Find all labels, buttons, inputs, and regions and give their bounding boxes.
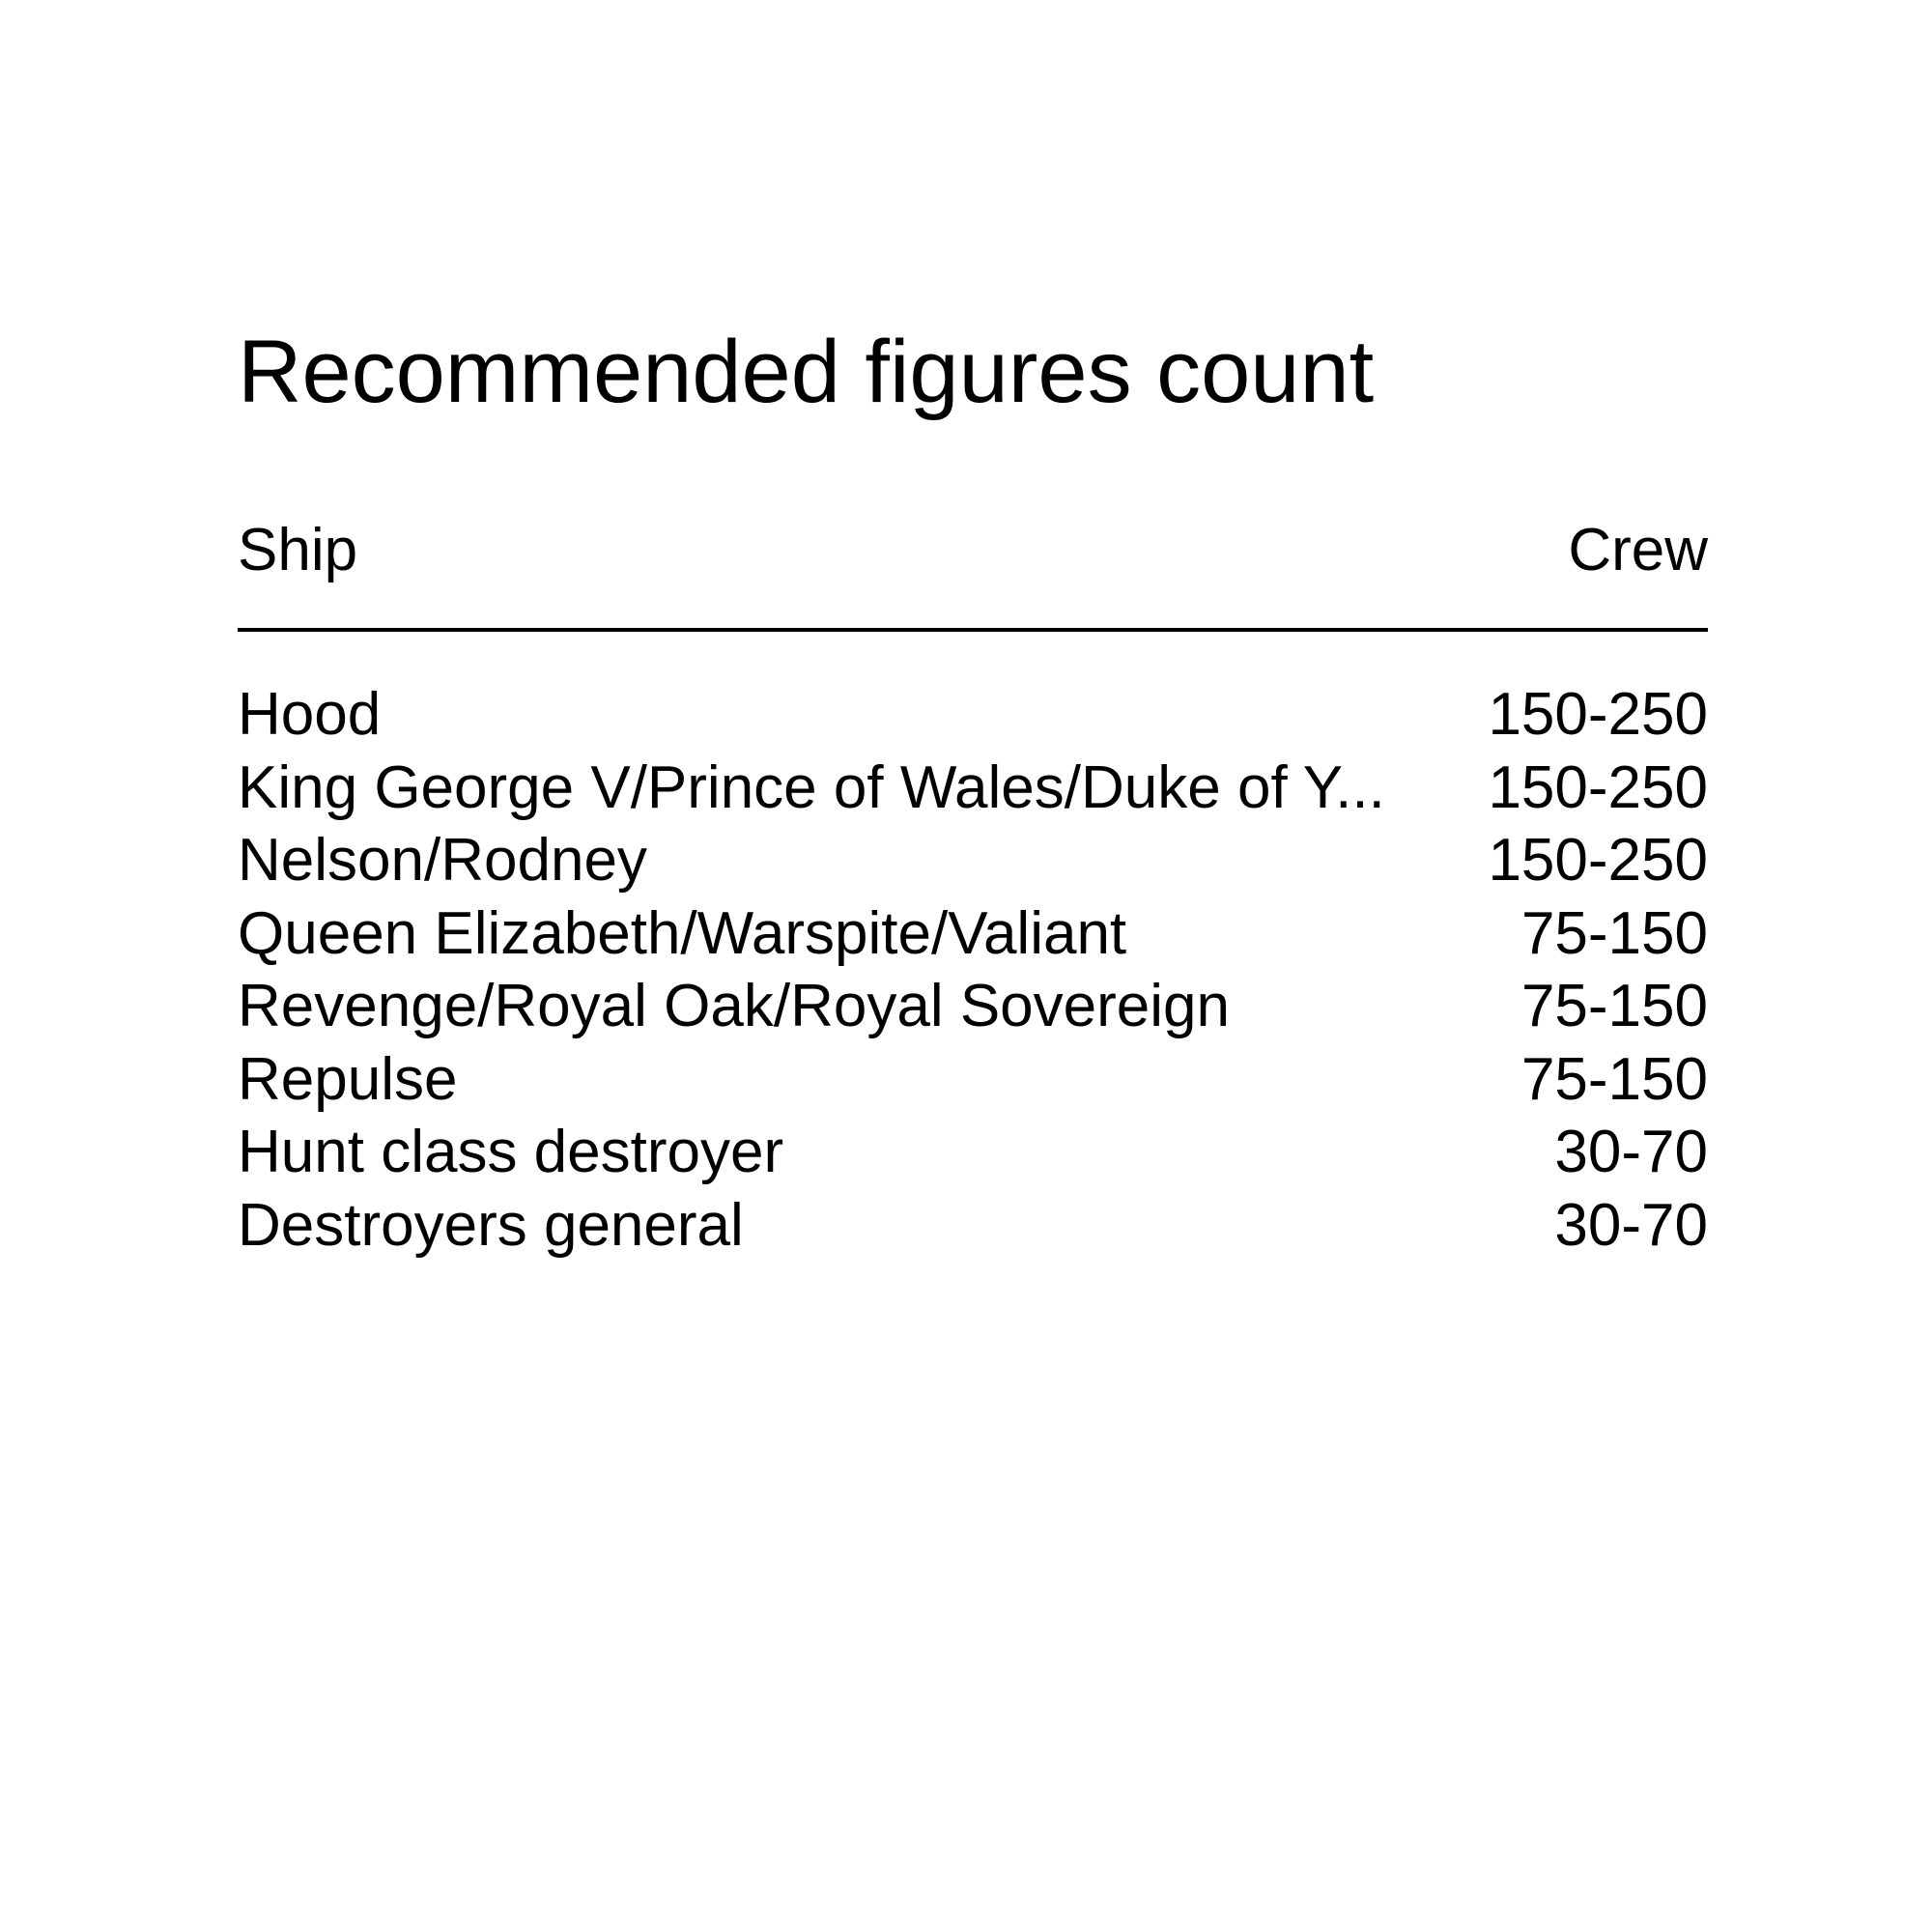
page-title: Recommended figures count [238,323,1375,421]
ship-name: Hunt class destroyer [238,1119,784,1185]
crew-count: 75-150 [1520,1045,1708,1113]
ship-name: Hood [238,681,382,748]
table-row [238,1043,1708,1117]
table-row [238,824,1708,897]
crew-count: 150-250 [1488,753,1708,821]
table-header [238,512,1708,589]
table-row [238,752,1708,825]
crew-count: 150-250 [1488,681,1708,748]
crew-table [238,512,1708,1262]
ship-name: Nelson/Rodney [238,827,647,894]
table-row [238,1116,1708,1189]
table-row [238,897,1708,971]
ship-name: Queen Elizabeth/Warspite/Valiant [238,899,1127,967]
crew-count: 150-250 [1488,827,1708,894]
crew-count: 75-150 [1520,973,1708,1039]
table-row [238,970,1708,1043]
header-divider [238,628,1708,632]
ship-name: Revenge/Royal Oak/Royal Sovereign [238,973,1230,1039]
table-body [238,678,1708,1262]
table-row [238,1189,1708,1263]
crew-count: 30-70 [1554,1119,1708,1185]
crew-count: 30-70 [1554,1191,1708,1259]
ship-name: Destroyers general [238,1191,744,1259]
header-ship: Ship [238,517,358,583]
ship-name: King George V/Prince of Wales/Duke of Y... [238,753,1385,821]
crew-count: 75-150 [1520,899,1708,967]
ship-name: Repulse [238,1045,458,1113]
table-row [238,678,1708,752]
header-crew: Crew [1568,517,1708,583]
